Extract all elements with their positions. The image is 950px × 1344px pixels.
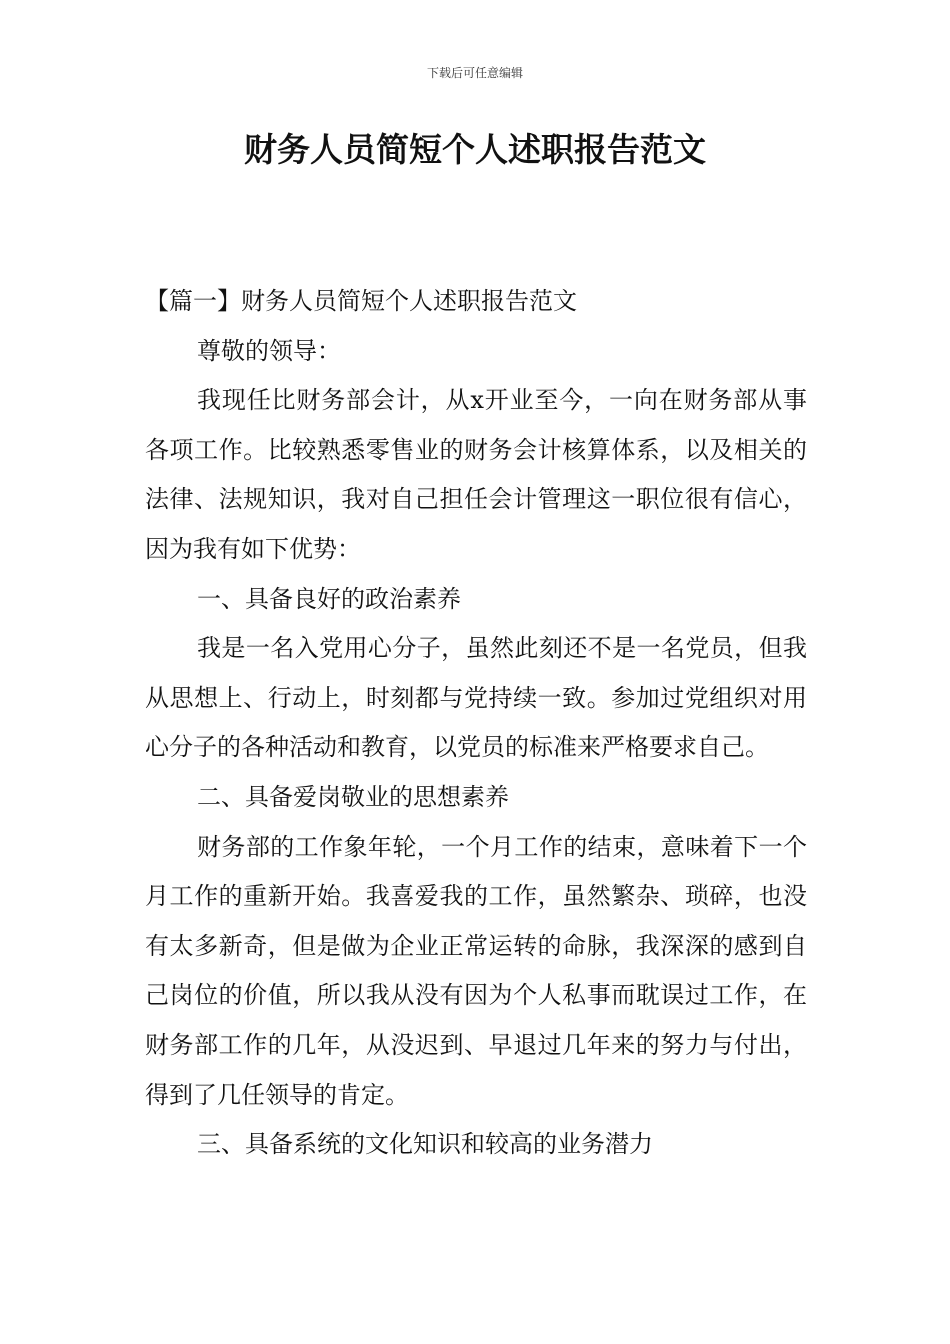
- subsection-heading: 三、具备系统的文化知识和较高的业务潜力: [197, 1130, 653, 1159]
- subsection-heading: 二、具备爱岗敬业的思想素养: [197, 782, 509, 811]
- body-paragraph: 我现任比财务部会计，从x开业至今，一向在财务部从事各项工作。比较熟悉零售业的财务会计核算体系，以及相关的法律、法规知识，我对自己担任会计管理这一职位很有信心，因为我有如下优势：: [145, 386, 807, 563]
- body-paragraph: 财务部的工作象年轮，一个月工作的结束，意味着下一个月工作的重新开始。我喜爱我的工作，虽然繁杂、琐碎，也没有太多新奇，但是做为企业正常运转的命脉，我深深的感到自己岗位的价值，所以我从没有因为个人私事而耽误过工作，在财务部工作的几年，从没迟到、早退过几年来的努力与付出，得到了几任领导的肯定。: [145, 832, 807, 1109]
- document-title: 财务人员简短个人述职报告范文: [244, 130, 706, 169]
- subsection-heading: 一、具备良好的政治素养: [197, 584, 461, 613]
- header-note: 下载后可任意编辑: [426, 66, 523, 80]
- salutation: 尊敬的领导：: [197, 336, 341, 365]
- section-heading-part-one: 【篇一】财务人员简短个人述职报告范文: [145, 287, 577, 315]
- body-paragraph: 我是一名入党用心分子，虽然此刻还不是一名党员，但我从思想上、行动上，时刻都与党持续一致。参加过党组织对用心分子的各种活动和教育，以党员的标准来严格要求自己。: [145, 634, 807, 762]
- document-body: [145, 277, 807, 1170]
